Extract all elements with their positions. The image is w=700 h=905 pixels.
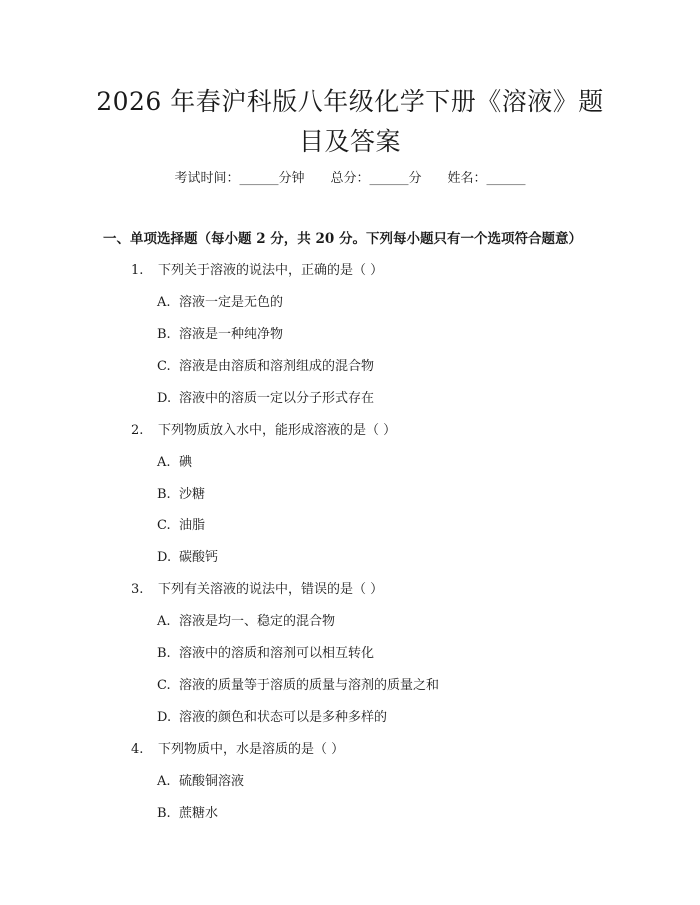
exam-meta [0, 170, 700, 188]
title-line-1: 2026 年春沪科版八年级化学下册《溶液》题 [96, 87, 604, 116]
title-line-2: 目及答案 [298, 127, 401, 156]
option-text: 油脂 [179, 518, 206, 533]
option-letter: A. [157, 295, 171, 310]
option-letter: B. [157, 327, 171, 342]
option-letter: B. [157, 487, 171, 502]
option-letter: B. [157, 646, 171, 661]
total-score-label: 总分：______分 [330, 171, 422, 186]
option-text: 硫酸铜溶液 [179, 774, 245, 789]
option-text: 溶液是均一、稳定的混合物 [179, 614, 336, 629]
option-text: 碘 [179, 455, 193, 470]
question-number: 4. [131, 742, 144, 757]
option-letter: B. [157, 806, 171, 821]
option-letter: C. [157, 359, 171, 374]
question-text: 下列有关溶液的说法中，错误的是（ ） [158, 582, 384, 597]
option-text: 溶液一定是无色的 [179, 295, 284, 310]
option-text: 溶液是一种纯净物 [179, 327, 284, 342]
option-text: 溶液的颜色和状态可以是多种多样的 [179, 710, 388, 725]
page-title [60, 82, 640, 162]
question-number: 1. [131, 263, 144, 278]
name-label: 姓名：______ [447, 171, 526, 186]
option-text: 溶液中的溶质和溶剂可以相互转化 [179, 646, 375, 661]
option-text: 溶液中的溶质一定以分子形式存在 [179, 391, 375, 406]
option-letter: A. [157, 774, 171, 789]
exam-time-label: 考试时间：______分钟 [174, 171, 305, 186]
question-number: 3. [131, 582, 144, 597]
option-letter: C. [157, 678, 171, 693]
question-text: 下列物质放入水中，能形成溶液的是（ ） [158, 423, 397, 438]
option-text: 溶液的质量等于溶质的质量与溶剂的质量之和 [179, 678, 440, 693]
option-text: 溶液是由溶质和溶剂组成的混合物 [179, 359, 375, 374]
question-text: 下列关于溶液的说法中，正确的是（ ） [158, 263, 384, 278]
option-letter: D. [157, 710, 172, 725]
option-letter: D. [157, 391, 172, 406]
section-heading: 一、单项选择题（每小题 2 分，共 20 分。下列每小题只有一个选项符合题意） [103, 231, 582, 247]
option-letter: C. [157, 518, 171, 533]
option-text: 沙糖 [179, 487, 206, 502]
question-number: 2. [131, 423, 144, 438]
option-letter: A. [157, 614, 171, 629]
option-text: 碳酸钙 [179, 550, 219, 565]
option-letter: A. [157, 455, 171, 470]
option-text: 蔗糖水 [179, 806, 219, 821]
question-text: 下列物质中，水是溶质的是（ ） [158, 742, 345, 757]
option-letter: D. [157, 550, 172, 565]
